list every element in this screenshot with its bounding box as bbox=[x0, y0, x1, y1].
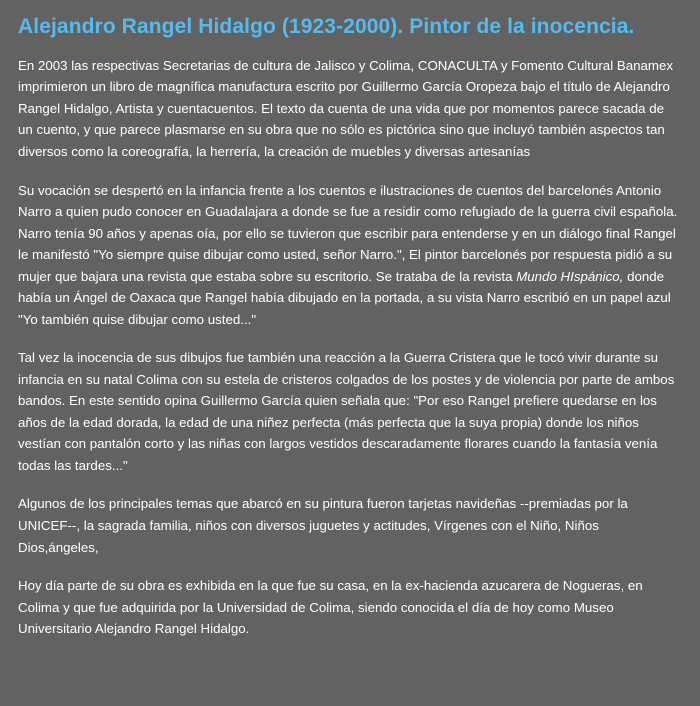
paragraph-text: Hoy día parte de su obra es exhibida en la que fue su casa, en la ex-hacienda azucarera de Nogueras, en Colima y que fue adquirida por la Universidad de Colima, siendo conocida el día de hoy como Museo Universitario Alejandro Rangel Hidalgo. bbox=[18, 578, 643, 637]
paragraph-text: Algunos de los principales temas que abarcó en su pintura fueron tarjetas navideñas --premiadas por la UNICEF--, la sagrada familia, niños con diversos juguetes y actitudes, Vírgenes con el Niño, Niños Dios,ángeles, bbox=[18, 496, 628, 555]
page-title: Alejandro Rangel Hidalgo (1923-2000). Pintor de la inocencia. bbox=[18, 15, 635, 38]
article-paragraph bbox=[18, 493, 682, 558]
article-paragraph bbox=[18, 55, 682, 163]
italic-text: Mundo HIspánico, bbox=[516, 268, 624, 284]
paragraph-text: Tal vez la inocencia de sus dibujos fue también una reacción a la Guerra Cristera que le tocó vivir durante su infancia en su natal Colima con su estela de cristeros colgados de los postes y de violencia por parte de ambos bandos. En este sentido opina Guillermo García quien señala que: "Por eso Rangel prefiere quedarse en los años de la edad dorada, la edad de una niñez perfecta (más perfecta que la suya propia) donde los niños vestían con pantalón corto y las niñas con largos vestidos descaradamente florares cuando la fantasía venía todas las tardes..." bbox=[18, 350, 675, 473]
article-paragraph bbox=[18, 180, 682, 331]
article-paragraph bbox=[18, 347, 682, 476]
article-paragraph bbox=[18, 575, 682, 640]
paragraph-text: En 2003 las respectivas Secretarias de cultura de Jalisco y Colima, CONACULTA y Fomento Cultural Banamex imprimieron un libro de magnífica manufactura escrito por Guillermo García Oropeza bajo el título de Alejandro Rangel Hidalgo, Artista y cuentacuentos. El texto da cuenta de una vida que por momentos parece sacada de un cuento, y que parece plasmarse en su obra que no sólo es pictórica sino que incluyó también aspectos tan diversos como la coreografía, la herrería, la creación de muebles y diversas artesanías bbox=[18, 57, 674, 159]
article-body bbox=[18, 55, 682, 640]
paragraph-text: donde había un Ángel de Oaxaca que Rangel había dibujado en la portada, a su vista Narro escribió en un papel azul "Yo también quise dibujar como usted..." bbox=[18, 268, 671, 327]
paragraph-text: Su vocación se despertó en la infancia frente a los cuentos e ilustraciones de cuentos del barcelonés Antonio Narro a quien pudo conocer en Guadalajara a donde se fue a residir como refugiado de la guerra civil española. Narro tenía 90 años y apenas oía, por ello se tuvieron que escribir para entenderse y en un diálogo final Rangel le manifestó "Yo siempre quise dibujar como usted, señor Narro.", El pintor barcelonés por respuesta pidió a su mujer que bajara una revista que estaba sobre su escritorio. Se trataba de la revista bbox=[18, 182, 678, 284]
